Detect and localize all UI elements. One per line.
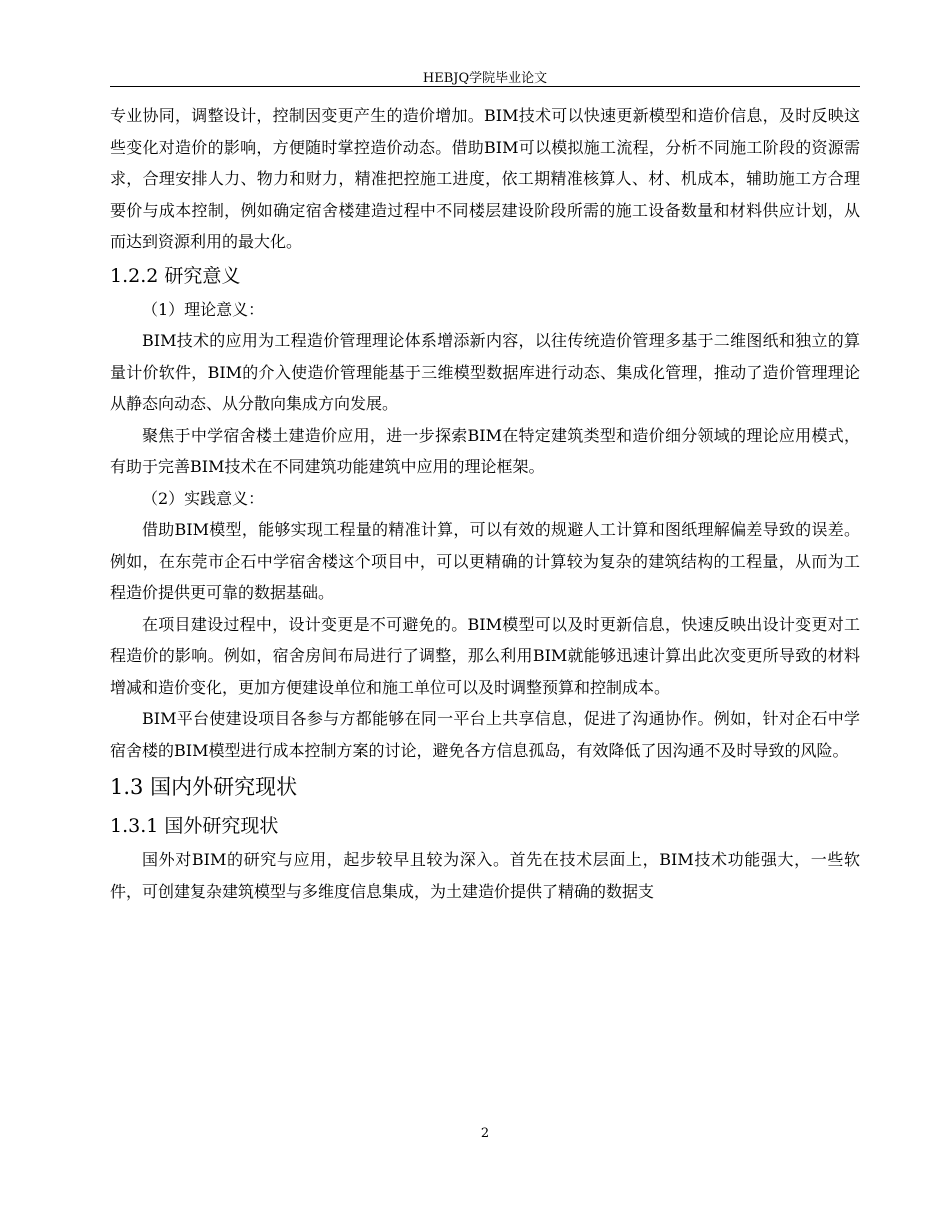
paragraph-practice-2: 在项目建设过程中，设计变更是不可避免的。BIM模型可以及时更新信息，快速反映出设计变更对工程造价的影响。例如，宿舍房间布局进行了调整，那么利用BIM就能够迅速计算出此次变更所导致的材料增减和造价变化，更加方便建设单位和施工单位可以及时调整预算和控制成本。 — [110, 614, 860, 697]
paragraph-practice-1: 借助BIM模型，能够实现工程量的精准计算，可以有效的规避人工计算和图纸理解偏差导致的误差。例如，在东莞市企石中学宿舍楼这个项目中，可以更精确的计算较为复杂的建筑结构的工程量，从而为工程造价提供更可靠的数据基础。 — [110, 520, 860, 602]
paragraph-theory-1: BIM技术的应用为工程造价管理理论体系增添新内容，以往传统造价管理多基于二维图纸和独立的算量计价软件，BIM的介入使造价管理能基于三维模型数据库进行动态、集成化管理，推动了造价管理理论从静态向动态、从分散向集成方向发展。 — [110, 331, 860, 413]
heading-1-3-1: 1.3.1 国外研究现状 — [110, 815, 279, 837]
paragraph-theory-2: 聚焦于中学宿舍楼土建造价应用，进一步探索BIM在特定建筑类型和造价细分领域的理论应用模式，有助于完善BIM技术在不同建筑功能建筑中应用的理论框架。 — [110, 425, 860, 476]
paragraph-practice-3: BIM平台使建设项目各参与方都能够在同一平台上共享信息，促进了沟通协作。例如，针对企石中学宿舍楼的BIM模型进行成本控制方案的讨论，避免各方信息孤岛，有效降低了因沟通不及时导致的风险。 — [110, 709, 860, 760]
paragraph-continued: 专业协同，调整设计，控制因变更产生的造价增加。BIM技术可以快速更新模型和造价信息，及时反映这些变化对造价的影响，方便随时掌控造价动态。借助BIM可以模拟施工流程，分析不同施工阶段的资源需求，合理安排人力、物力和财力，精准把控施工进度，依工期精准核算人、材、机成本，辅助施工方合理要价与成本控制，例如确定宿舍楼建造过程中不同楼层建设阶段所需的施工设备数量和材料供应计划，从而达到资源利用的最大化。 — [110, 106, 860, 251]
subheading-practice: （2）实践意义： — [142, 488, 265, 508]
subheading-theory: （1）理论意义： — [142, 299, 265, 319]
running-header-title: HEBJQ学院毕业论文 — [422, 71, 548, 86]
page-body — [110, 100, 860, 907]
heading-1-2-2: 1.2.2 研究意义 — [110, 264, 241, 287]
paragraph-foreign-research: 国外对BIM的研究与应用，起步较早且较为深入。首先在技术层面上，BIM技术功能强大，一些软件，可创建复杂建筑模型与多维度信息集成，为土建造价提供了精确的数据支 — [110, 850, 860, 901]
heading-1-3: 1.3 国内外研究现状 — [110, 775, 298, 799]
page-number: 2 — [480, 1126, 490, 1141]
header-rule — [110, 86, 860, 87]
